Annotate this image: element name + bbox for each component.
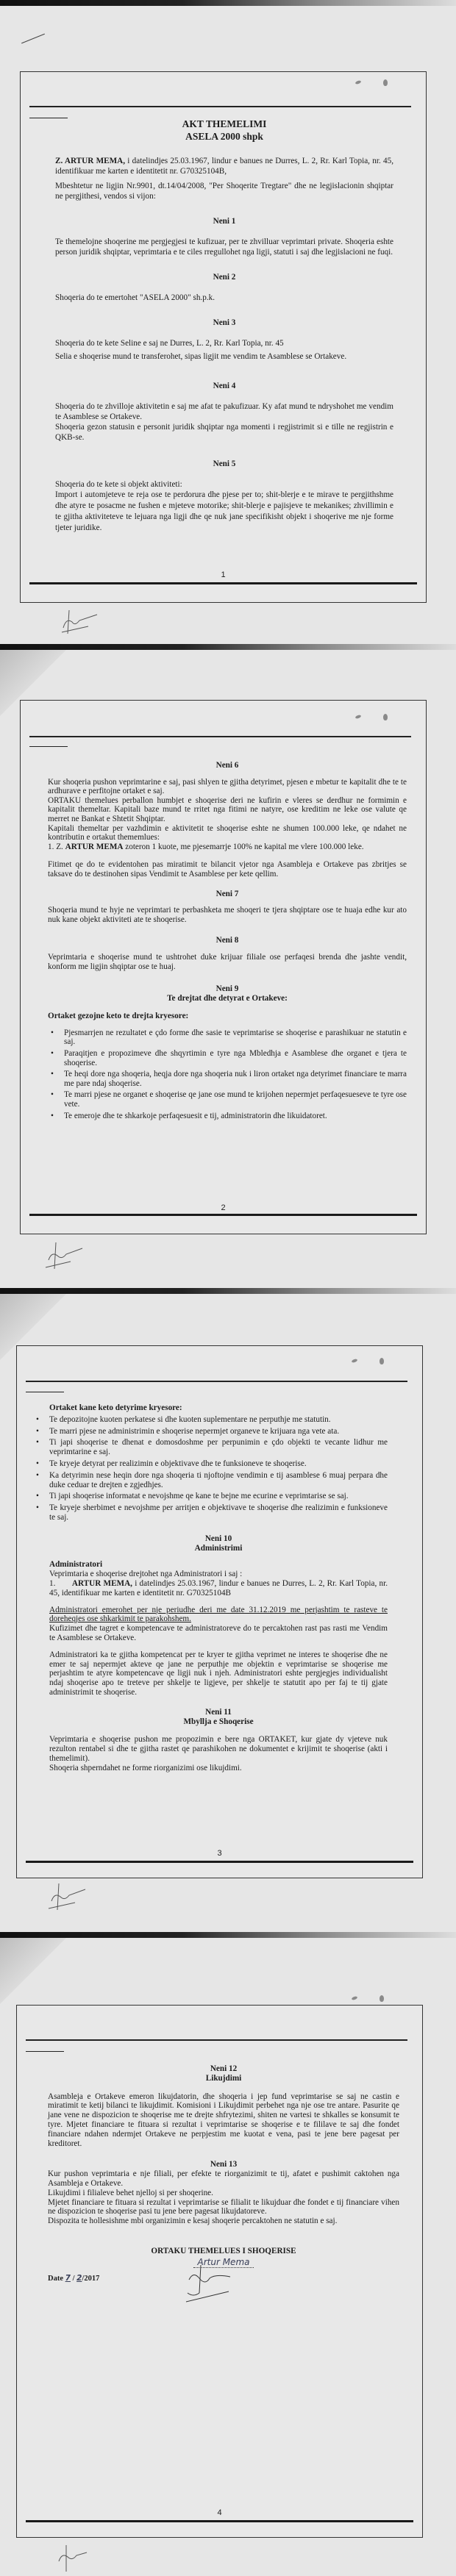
capital-share: [48, 842, 407, 852]
header-short-rule: [26, 2051, 64, 2052]
page-frame: [16, 1345, 423, 1878]
page-content: [55, 118, 393, 537]
article-subheading: Likujdimi: [205, 2073, 242, 2083]
article-text: Fitimet qe do te evidentohen pas miratimit te bilancit vjetor nga Asambleja e Ortakeve pas zbritjes se taksave do te destinohen sipas Vendimit te Asamblese per kete qellim.: [48, 860, 407, 879]
scan-shadow: [0, 644, 456, 650]
list-item: • Te heqi dore nga shoqeria, heqja dore nga shoqeria nuk i liron ortaket nga detyrimet financiare te marra me pare ndaj shoqerise.: [48, 1070, 407, 1088]
list-item: • Paraqitjen e propozimeve dhe shqyrtimin e tyre nga Mbledhja e Asamblese dhe organet e tjera te shoqerise.: [48, 1049, 407, 1067]
ink-spot: [383, 79, 388, 86]
article-text: Te themelojne shoqerine me pergjegjesi te kufizuar, per te zhvilluar veprimtari private. Shoqeria eshte person juridik shqiptar, veprimtaria e te ciles rregullohet nga ligji, statuti i saj dhe legjislacioni ne fuqi.: [55, 237, 393, 257]
initials-signature: [59, 607, 110, 637]
footer-rule: [29, 1214, 417, 1216]
initials-signature: [51, 2544, 103, 2573]
article-text: Selia e shoqerise mund te transferohet, sipas ligjit me vendim te Asamblese se Ortakeve.: [55, 352, 347, 361]
article-text: Shoqeria mund te hyje ne veprimtari te perbashketa me shoqeri te tjera shqiptare ose te huaja edhe kur ato nuk kane objekt aktiviteti ate te shoqerise.: [48, 906, 407, 924]
article-text: Kur pushon veprimtaria e nje filiali, per efekte te riorganizimit te tij, afatet e pushimit caktohen nga Asambleja e Ortakeve.: [48, 2169, 399, 2188]
article-text: Kur shoqeria pushon veprimtarine e saj, pasi shlyen te gjitha detyrimet, pjesen e mbetur te kapitalit dhe te te ardhurave e perfitojne ortaket e saj.: [48, 777, 407, 796]
page-3: [0, 1288, 456, 1932]
article-text: Shoqeria do te emertohet "ASELA 2000" sh.p.k.: [55, 293, 215, 302]
footer-rule: [29, 582, 417, 584]
shareholder-name: ARTUR MEMA: [65, 842, 124, 851]
date-day: 7: [65, 2273, 71, 2283]
date-year: /2017: [82, 2274, 100, 2283]
article-text: Veprimtaria e shoqerise drejtohet nga Administratori i saj :: [49, 1570, 243, 1579]
article-text: Shoqeria do te zhvilloje aktivitetin e saj me afat te pakufizuar. Ky afat mund te ndryshohet me vendim te Asamblese se Ortakeve.: [55, 402, 393, 421]
article-subheading: Te drejtat dhe detyrat e Ortakeve:: [167, 993, 288, 1003]
article-text: Import i automjeteve te reja ose te perdorura dhe pjese per to; shit-blerje e te mirave te pergjithshme dhe atyre te posacme ne fushen e mjeteve motorike; shit-blerje e pajisjeve te mekanikes; zhvillimin e te gjitha aktiviteteve te lejuara nga ligji dhe qe nuk jane specifikisht objekt i shoqerive me nje forme tjeter juridike.: [55, 490, 393, 532]
date-row: [48, 2269, 399, 2299]
administrator-details: [49, 1579, 388, 1598]
pen-mark: [21, 34, 45, 44]
article-text: Veprimtaria e shoqerise pushon me propozimin e bere nga ORTAKET, kur gjate dy vjeteve nuk rezulton rentabel si dhe te gjitha rastet qe parashikohen ne dokumentet e krijimit te shoqerise (akti i themelimit).: [49, 1735, 388, 1763]
article-text: Kufizimet dhe tagret e kompetencave te administratoreve do te percaktohen rast pas rasti me Vendim te Asamblese se Ortakeve.: [49, 1624, 388, 1642]
company-name: ASELA 2000 shpk: [185, 131, 263, 142]
page-1: [0, 0, 456, 644]
header-rule: [26, 1381, 407, 1382]
founder-signature-title: ORTAKU THEMELUES I SHOQERISE: [151, 2246, 296, 2255]
page-frame: [20, 700, 427, 1234]
article-heading: Neni 5: [213, 459, 236, 468]
rights-title: Ortaket gezojne keto te drejta kryesore:: [48, 1012, 189, 1021]
list-item: • Te kryeje sherbimet e nevojshme per arritjen e objektivave te shoqerise dhe realizimin e funksioneve te saj.: [33, 1503, 388, 1523]
article-heading: Neni 9: [215, 984, 239, 994]
founder-signature: [179, 2264, 245, 2306]
header-rule: [26, 2039, 407, 2041]
administrator-term: Administratori emerohet per nje periudhe deri me date 31.12.2019 me perjashtim te rasteve te doreheqjes ose shkarkimit te parakohshem.: [49, 1605, 388, 1624]
article-text: Likujdimi i filialeve behet njelloj si per shoqerine.: [48, 2188, 213, 2197]
ink-spot: [380, 1358, 384, 1364]
page-number: 4: [217, 2508, 222, 2517]
list-item: • Pjesmarrjen ne rezultatet e çdo forme dhe sasie te veprimtarise se shoqerise e parashikuar ne statutin e saj.: [48, 1028, 407, 1047]
header-rule: [29, 106, 411, 107]
page-number: 2: [221, 1203, 226, 1212]
article-heading: Neni 13: [210, 2160, 238, 2169]
ink-spot: [383, 714, 388, 720]
scan-shadow: [0, 1932, 456, 1938]
article-text: Kapitali themeltar per vazhdimin e aktivitetit te shoqerise eshte ne shumen 100.000 leke, qe ndahet ne kontributin e ortakut thememlues:: [48, 823, 407, 842]
list-item: • Te marri pjese ne administrimin e shoqerise nepermjet organeve te krijuara nga vete ata.: [33, 1427, 388, 1437]
list-item: • Ti japi shoqerise te dhenat e domosdoshme per perpunimin e çdo objekti te vecante lidhur me veprimtarine e saj.: [33, 1438, 388, 1457]
ink-spot: [352, 1359, 358, 1363]
header-rule: [29, 736, 411, 737]
page-content: [48, 761, 407, 1123]
list-item: • Te emeroje dhe te shkarkoje perfaqesuesit e tij, administratorin dhe likuidatoret.: [48, 1112, 407, 1121]
initials-signature: [46, 1882, 97, 1911]
article-heading: Neni 3: [213, 318, 236, 327]
article-heading: Neni 6: [215, 761, 239, 770]
date-label: Date: [48, 2274, 63, 2283]
article-heading: Neni 1: [213, 217, 236, 226]
article-heading: Neni 2: [213, 273, 236, 282]
administrator-title: Administratori: [49, 1560, 103, 1570]
document-title: AKT THEMELIMI: [182, 118, 267, 129]
date-field: [48, 2274, 99, 2284]
list-item: • Te depozitojne kuoten perkatese si dhe kuoten suplementare ne perputhje me statutin.: [33, 1415, 388, 1425]
page-content: [33, 1403, 388, 1776]
page-fold-shadow: [0, 1938, 66, 2004]
legal-basis: Mbeshtetur ne ligjin Nr.9901, dt.14/04/2008, "Per Shoqerite Tregtare" dhe ne legjislacionin shqiptar ne pergjithesi, vendos si vijon:: [55, 182, 393, 201]
article-heading: Neni 4: [213, 382, 236, 390]
rights-list: [48, 1028, 407, 1120]
scan-shadow: [0, 1288, 456, 1294]
page-4: [0, 1932, 456, 2576]
article-text: Shoqeria do te kete Seline e saj ne Durres, L. 2, Rr. Karl Topia, nr. 45: [55, 339, 284, 348]
item-number: 1.: [49, 1578, 56, 1588]
page-number: 3: [217, 1849, 222, 1858]
ink-spot: [380, 1995, 384, 2002]
list-item: • Ti japi shoqerise informatat e nevojshme qe kane te bejne me ecurine e veprimtarise se saj.: [33, 1492, 388, 1501]
scan-shadow: [0, 0, 456, 6]
handwritten-name: Artur Mema: [193, 2257, 254, 2268]
page-frame: [16, 2005, 423, 2538]
article-subheading: Mbyllja e Shoqerise: [183, 1717, 254, 1726]
date-month: 2: [76, 2273, 82, 2283]
article-subheading: Administrimi: [194, 1543, 243, 1553]
duties-list: [33, 1415, 388, 1523]
page-frame: [20, 71, 427, 603]
article-text: Shoqeria do te kete si objekt aktiviteti:: [55, 480, 182, 489]
article-text: Veprimtaria e shoqerise mund te ushtrohet duke krijuar filiale ose perfaqesi brenda dhe jashte vendit, konform me ligjin shqiptar ose te huaj.: [48, 952, 407, 971]
article-heading: Neni 7: [215, 889, 239, 898]
list-item: • Te marri pjese ne organet e shoqerise qe jane ose mund te krijohen nepermjet perfaqesueseve te tyre ose vete.: [48, 1090, 407, 1109]
article-text: Asambleja e Ortakeve emeron likujdatorin, dhe shoqeria i jep fund veprimtarise se saj ne castin e miratimit te ketij bilanci te likujdimit. Komisioni i Likujdimit perbehet nga nje ose tre antare. Pasurite qe jane vene ne dispozicion te shoqerise me te drejte shfrytezimi, shiten ne vartesi te shkalles se konsumit te tyre. Mjetet financiare te fituara si rezultat i veprimtarise se shoqerise e te fililave te saj dhe fondet financiare ndahen ndermjet Ortakeve ne perpjestim me kuotat e vena, pasi te jene bere pagesat per kreditoret.: [48, 2092, 399, 2148]
founder-name: Z. ARTUR MEMA,: [55, 157, 126, 165]
ink-spot: [355, 715, 362, 719]
share-details: zoteron 1 kuote, me pjesemarrje 100% ne kapital me vlere 100.000 leke.: [123, 842, 364, 851]
page-content: [48, 2064, 399, 2299]
date-separator: /: [72, 2274, 75, 2283]
administrator-name: ARTUR MEMA,: [71, 1578, 132, 1588]
founder-details: i datelindjes 25.03.1967, lindur e banues ne Durres, L. 2, Rr. Karl Topia, nr. 45, identifikuar me karten e identitetit nr. G70325104B,: [55, 157, 393, 176]
list-item: • Te kryeje detyrat per realizimin e objektivave dhe te funksioneve te shoqerise.: [33, 1459, 388, 1469]
page-number: 1: [221, 570, 226, 579]
ink-spot: [355, 80, 362, 85]
item-number: 1. Z.: [48, 842, 65, 851]
header-short-rule: [29, 746, 68, 747]
article-text: Shoqeria gezon statusin e personit juridik shqiptar nga momenti i regjistrimit si e tille ne regjistrin e QKB-se.: [55, 423, 393, 442]
article-text: Administratori ka te gjitha kompetencat per te kryer te gjitha veprimet ne interes te shoqerise dhe ne emer te saj nepermjet akteve qe jane ne perputhje me objektin e veprimtarise se shoqerise me perjashtim te atyre kompetencave qe ligji nuk i njeh. Administratori eshte pergjegjes individualisht ndaj shoqerise apo te treteve per shkelje te ligjeve, per shkelje te statutit apo per faj te tij gjate administrimit te shoqerise.: [49, 1650, 388, 1697]
list-item: • Ka detyrimin nese heqin dore nga shoqeria ti njoftojne vendimin e tij asamblese 6 muaj perpara dhe duke ceduar te drejten e zgjedhjes.: [33, 1471, 388, 1490]
article-text: Shoqeria shperndahet ne forme riorganizimi ose likujdimi.: [49, 1763, 242, 1772]
article-text: ORTAKU themelues perballon humbjet e shoqerise deri ne kufirin e vleres se derdhur ne formimin e kapitalit themeltar. Kapitali baze mund te rritet nga fitimi ne natyre, ose kreditim ne leke ose valute qe merret ne Bankat e Shtetit Shqiptar.: [48, 795, 407, 823]
article-heading: Neni 10: [204, 1534, 232, 1543]
ink-spot: [352, 1996, 358, 2000]
footer-rule: [26, 1861, 413, 1863]
article-heading: Neni 11: [205, 1707, 232, 1717]
founder-intro: [55, 156, 393, 176]
initials-signature: [44, 1241, 96, 1270]
page-2: [0, 644, 456, 1288]
administrator-id: i datelindjes 25.03.1967, lindur e banues ne Durres, L. 2, Rr. Karl Topia, nr. 45, identifikuar me karten e identitetit nr. G70325104B: [49, 1578, 388, 1598]
article-heading: Neni 8: [215, 936, 239, 945]
article-text: Dispozita te hollesishme mbi organizimin e kesaj shoqerie percaktohen ne statutin e saj.: [48, 2217, 338, 2226]
article-heading: Neni 12: [210, 2064, 238, 2073]
duties-title: Ortaket kane keto detyrime kryesore:: [49, 1403, 182, 1412]
article-text: Mjetet financiare te fituara si rezultat i veprimtarise se filialit te likujduar dhe fondet e tij financiare vihen ne dispozicion te shoqerise pasi tu jene bere pagesat likujdatoreve.: [48, 2197, 399, 2217]
footer-rule: [26, 2520, 413, 2522]
